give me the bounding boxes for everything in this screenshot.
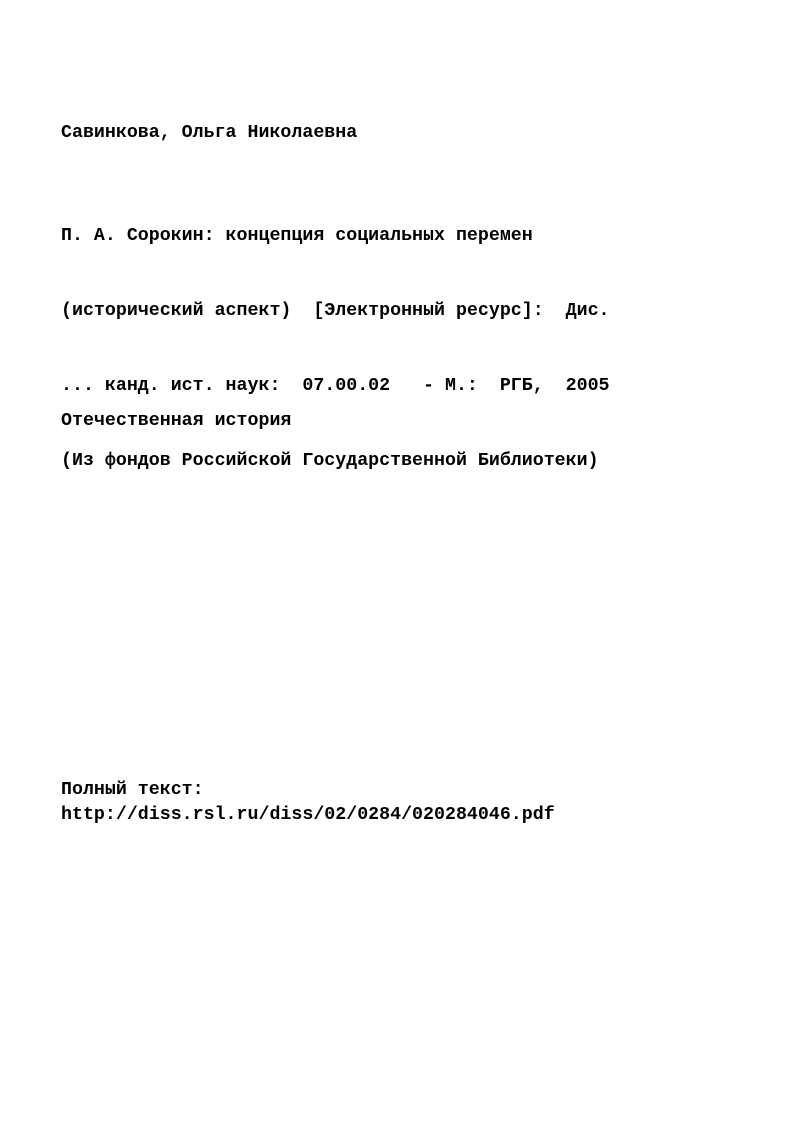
description-line-3: ... канд. ист. наук: 07.00.02 - М.: РГБ, 2005 <box>61 376 610 396</box>
bibliographic-description <box>61 174 610 524</box>
description-line-2: (исторический аспект) [Электронный ресурс]: Дис. <box>61 301 610 321</box>
subject-heading: Отечественная история <box>61 411 292 431</box>
fulltext-link[interactable]: http://diss.rsl.ru/diss/02/0284/020284046.pdf <box>61 805 555 825</box>
author-name: Савинкова, Ольга Николаевна <box>61 123 358 143</box>
description-line-1: П. А. Сорокин: концепция социальных перемен <box>61 226 533 246</box>
description-line-4: (Из фондов Российской Государственной Библиотеки) <box>61 451 599 471</box>
fulltext-label: Полный текст: <box>61 780 204 800</box>
